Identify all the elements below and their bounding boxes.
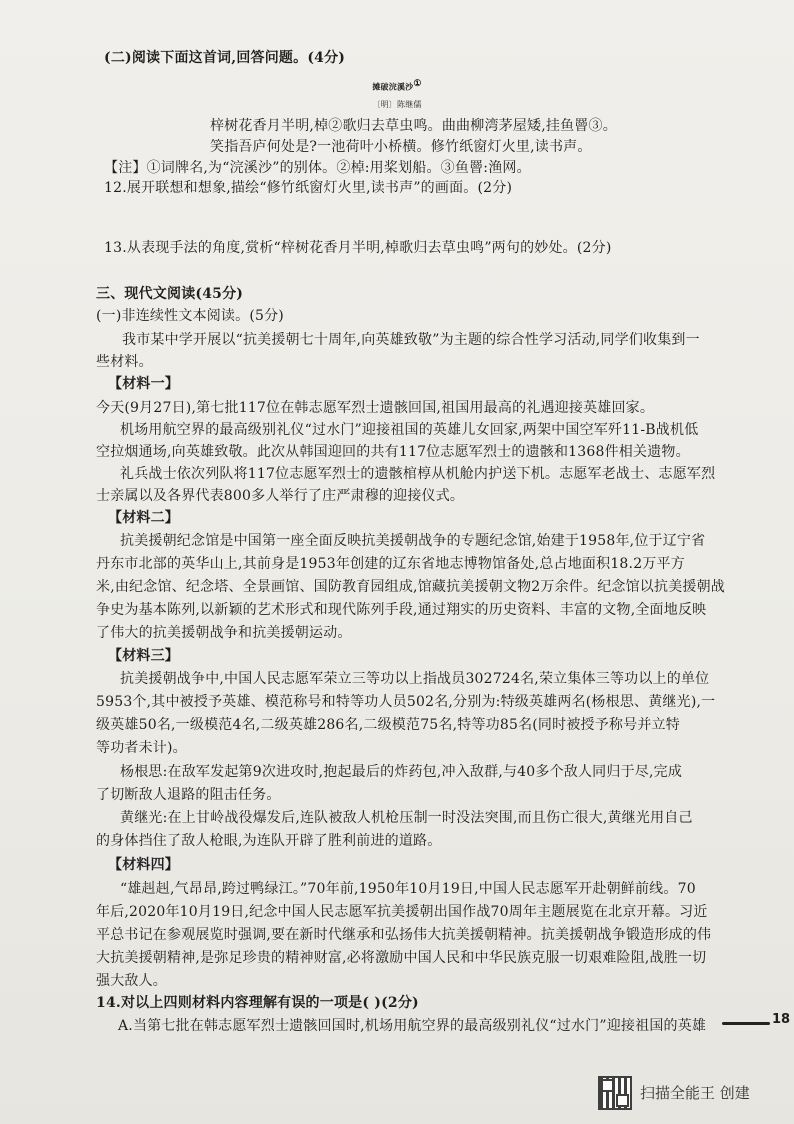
question-13: 13.从表现手法的角度,赏析“梓树花香月半明,棹歌归去草虫鸣”两句的妙处。(2分) <box>104 240 612 256</box>
page-number-decoration <box>722 1022 770 1025</box>
material-2-line: 米,由纪念馆、纪念塔、全景画馆、国防教育园组成,馆藏抗美援朝文物2万余件。纪念馆以抗美援朝战 <box>96 579 726 595</box>
material-4-label: 【材料四】 <box>108 857 179 873</box>
material-4-line: 平总书记在参观展览时强调,要在新时代继承和弘扬伟大抗美援朝精神。抗美援朝战争锻造形成的伟 <box>96 927 712 943</box>
poem-note: 【注】①词牌名,为“浣溪沙”的别体。②棹:用桨划船。③鱼罾:渔网。 <box>104 160 531 176</box>
part-3-heading: 三、现代文阅读(45分) <box>96 286 244 302</box>
material-1-line: 空拉烟通场,向英雄致敬。此次从韩国迎回的共有117位志愿军烈士的遗骸和1368件相关遗物。 <box>96 444 690 460</box>
material-3-line: 黄继光:在上甘岭战役爆发后,连队被敌人机枪压制一时没法突围,而且伤亡很大,黄继光用自己 <box>120 810 693 826</box>
material-4-line: 大抗美援朝精神,是弥足珍贵的精神财富,必将激励中国人民和中华民族克服一切艰难险阻,战胜一切 <box>96 950 707 966</box>
poem-line-1: 梓树花香月半明,棹②歌归去草虫鸣。曲曲柳湾茅屋矮,挂鱼罾③。 <box>210 118 617 134</box>
material-3-line: 了切断敌人退路的阻击任务。 <box>96 787 281 803</box>
material-3-line: 级英雄50名,一级模范4名,二级英雄286名,二级模范75名,特等功85名(同时被授予称号并立特 <box>96 717 680 733</box>
poem-title: 摊破浣溪沙① <box>372 79 422 92</box>
material-1-label: 【材料一】 <box>108 376 179 392</box>
poem-author: 〔明〕陈继儒 <box>372 100 422 109</box>
material-1-line: 机场用航空界的最高级别礼仪“过水门”迎接祖国的英雄儿女回家,两架中国空军歼11-B战机低 <box>120 422 699 438</box>
material-1-line: 士亲属以及各界代表800多人举行了庄严肃穆的迎接仪式。 <box>96 488 465 504</box>
question-14-option-a: A.当第七批在韩志愿军烈士遗骸回国时,机场用航空界的最高级别礼仪“过水门”迎接祖国的英雄 <box>118 1018 707 1034</box>
material-3-line: 抗美援朝战争中,中国人民志愿军荣立三等功以上指战员302724名,荣立集体三等功以上的单位 <box>120 671 710 687</box>
intro-line-1: 我市某中学开展以“抗美援朝七十周年,向英雄致敬”为主题的综合性学习活动,同学们收集到一 <box>122 332 700 348</box>
material-3-line: 的身体挡住了敌人枪眼,为连队开辟了胜利前进的道路。 <box>96 833 442 849</box>
intro-line-2: 些材料。 <box>96 354 153 370</box>
material-4-line: 强大敌人。 <box>96 973 167 989</box>
material-3-line: 杨根思:在敌军发起第9次进攻时,抱起最后的炸药包,冲入敌群,与40多个敌人同归于尽,完成 <box>120 764 683 780</box>
material-2-line: 争史为基本陈列,以新颖的艺术形式和现代陈列手段,通过翔实的历史资料、丰富的文物,全面地反映 <box>96 602 707 618</box>
page-number: 18 <box>772 1012 791 1027</box>
qr-code-icon <box>598 1076 632 1110</box>
material-4-line: “雄赳赳,气昂昂,跨过鸭绿江。”70年前,1950年10月19日,中国人民志愿军开赴朝鲜前线。70 <box>120 881 696 897</box>
material-2-label: 【材料二】 <box>108 510 179 526</box>
material-2-line: 丹东市北部的英华山上,其前身是1953年创建的辽东省地志博物馆备处,总占地面积18.2万平方 <box>96 556 685 572</box>
material-2-line: 抗美援朝纪念馆是中国第一座全面反映抗美援朝战争的专题纪念馆,始建于1958年,位于辽宁省 <box>120 533 706 549</box>
question-14: 14.对以上四则材料内容理解有误的一项是( )(2分) <box>96 995 419 1011</box>
material-2-line: 了伟大的抗美援朝战争和抗美援朝运动。 <box>96 625 352 641</box>
section-2-heading: (二)阅读下面这首词,回答问题。(4分) <box>104 50 346 66</box>
material-1-line: 今天(9月27日),第七批117位在韩志愿军烈士遗骸回国,祖国用最高的礼遇迎接英雄回家。 <box>96 400 655 416</box>
part-3-subheading: (一)非连续性文本阅读。(5分) <box>96 308 284 324</box>
question-12: 12.展开联想和想象,描绘“修竹纸窗灯火里,读书声”的画面。(2分) <box>104 180 513 196</box>
scanner-watermark: 扫描全能王 创建 <box>640 1084 750 1102</box>
material-1-line: 礼兵战士依次列队将117位志愿军烈士的遗骸棺椁从机舱内护送下机。志愿军老战士、志愿军烈 <box>120 466 716 482</box>
material-4-line: 年后,2020年10月19日,纪念中国人民志愿军抗美援朝出国作战70周年主题展览在北京开幕。习近 <box>96 904 708 920</box>
material-3-line: 等功者未计)。 <box>96 740 187 756</box>
material-3-label: 【材料三】 <box>108 648 179 664</box>
material-3-line: 5953个,其中被授予英雄、模范称号和特等功人员502名,分别为:特级英雄两名(杨根思、黄继光),一 <box>96 694 716 710</box>
poem-line-2: 笑指吾庐何处是?一池荷叶小桥横。修竹纸窗灯火里,读书声。 <box>210 139 592 155</box>
